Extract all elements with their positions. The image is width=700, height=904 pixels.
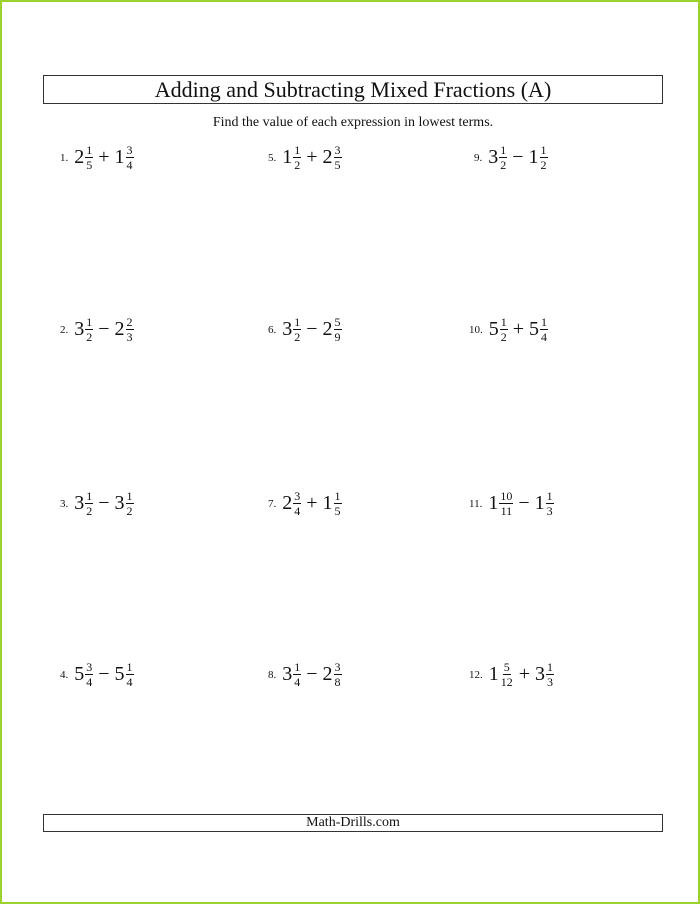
whole-part: 2	[114, 318, 125, 340]
problem-number: 5.	[268, 151, 277, 164]
whole-part: 1	[488, 492, 499, 514]
expression	[488, 144, 547, 171]
numerator: 1	[86, 143, 93, 157]
denominator: 5	[334, 504, 341, 518]
expression	[74, 144, 133, 171]
expression	[74, 490, 133, 517]
fraction	[499, 490, 513, 517]
operator: −	[306, 318, 318, 340]
problem-number: 10.	[469, 323, 483, 336]
mixed-number-b	[115, 144, 134, 171]
fraction	[546, 490, 554, 517]
numerator: 1	[126, 489, 133, 503]
denominator: 5	[334, 158, 341, 172]
numerator: 3	[334, 143, 341, 157]
whole-part: 3	[114, 492, 125, 514]
mixed-number-a	[488, 144, 507, 171]
denominator: 8	[334, 675, 341, 689]
denominator: 12	[500, 675, 513, 689]
denominator: 4	[86, 675, 93, 689]
mixed-number-b	[323, 316, 342, 343]
numerator: 1	[86, 489, 93, 503]
numerator: 1	[500, 143, 507, 157]
operator: +	[98, 146, 110, 168]
mixed-number-b	[115, 661, 134, 688]
denominator: 11	[500, 504, 513, 518]
problem-10	[469, 316, 548, 343]
problem-7	[268, 490, 342, 517]
denominator: 2	[86, 330, 93, 344]
mixed-number-b	[323, 661, 342, 688]
expression	[282, 490, 341, 517]
mixed-number-a	[74, 144, 93, 171]
fraction	[293, 316, 301, 343]
fraction	[126, 316, 134, 343]
expression	[489, 316, 548, 343]
fraction	[540, 316, 548, 343]
worksheet-title: Adding and Subtracting Mixed Fractions (A)	[43, 75, 663, 104]
whole-part: 1	[534, 492, 545, 514]
denominator: 2	[294, 158, 301, 172]
mixed-number-a	[489, 661, 514, 688]
fraction	[126, 661, 134, 688]
mixed-number-a	[74, 490, 93, 517]
numerator: 10	[500, 489, 513, 503]
fraction	[500, 661, 514, 688]
denominator: 2	[500, 330, 507, 344]
whole-part: 2	[322, 663, 333, 685]
problem-11	[469, 490, 554, 517]
problem-number: 12.	[469, 668, 483, 681]
whole-part: 1	[528, 146, 539, 168]
whole-part: 2	[282, 492, 293, 514]
problem-3	[60, 490, 134, 517]
problem-number: 11.	[469, 497, 483, 510]
expression	[282, 661, 341, 688]
fraction	[293, 661, 301, 688]
denominator: 5	[86, 158, 93, 172]
whole-part: 3	[488, 146, 499, 168]
fraction	[126, 490, 134, 517]
fraction	[334, 661, 342, 688]
mixed-number-a	[488, 490, 513, 517]
denominator: 2	[540, 158, 547, 172]
numerator: 1	[500, 315, 507, 329]
numerator: 1	[294, 143, 301, 157]
mixed-number-b	[115, 490, 134, 517]
numerator: 3	[86, 660, 93, 674]
mixed-number-a	[489, 316, 508, 343]
mixed-number-a	[74, 661, 93, 688]
problem-12	[469, 661, 554, 688]
fraction	[126, 144, 134, 171]
whole-part: 3	[74, 318, 85, 340]
operator: +	[306, 492, 318, 514]
mixed-number-a	[282, 316, 301, 343]
numerator: 5	[334, 315, 341, 329]
whole-part: 1	[488, 663, 499, 685]
denominator: 3	[126, 330, 133, 344]
expression	[282, 144, 341, 171]
whole-part: 1	[322, 492, 333, 514]
denominator: 4	[294, 504, 301, 518]
fraction	[540, 144, 548, 171]
operator: −	[518, 492, 530, 514]
whole-part: 2	[322, 146, 333, 168]
fraction	[85, 316, 93, 343]
numerator: 1	[86, 315, 93, 329]
mixed-number-b	[323, 490, 342, 517]
numerator: 3	[294, 489, 301, 503]
problem-6	[268, 316, 342, 343]
numerator: 1	[294, 315, 301, 329]
problem-2	[60, 316, 134, 343]
numerator: 1	[334, 489, 341, 503]
expression	[74, 661, 133, 688]
mixed-number-b	[323, 144, 342, 171]
denominator: 9	[334, 330, 341, 344]
whole-part: 3	[282, 663, 293, 685]
numerator: 1	[126, 660, 133, 674]
mixed-number-a	[74, 316, 93, 343]
problem-number: 8.	[268, 668, 277, 681]
footer-credit: Math-Drills.com	[43, 814, 663, 832]
whole-part: 5	[488, 318, 499, 340]
operator: +	[512, 318, 525, 340]
whole-part: 5	[114, 663, 125, 685]
expression	[282, 316, 341, 343]
operator: +	[306, 146, 318, 168]
denominator: 2	[294, 330, 301, 344]
problem-number: 3.	[60, 497, 69, 510]
mixed-number-b	[115, 316, 134, 343]
numerator: 1	[294, 660, 301, 674]
worksheet-instructions: Find the value of each expression in lowest terms.	[212, 115, 494, 130]
problem-4	[60, 661, 134, 688]
mixed-number-b	[535, 661, 554, 688]
mixed-number-b	[529, 144, 548, 171]
whole-part: 3	[535, 663, 546, 685]
operator: −	[98, 663, 110, 685]
denominator: 4	[294, 675, 301, 689]
fraction	[546, 661, 554, 688]
problem-1	[60, 144, 134, 171]
denominator: 2	[86, 504, 93, 518]
whole-part: 2	[74, 146, 85, 168]
denominator: 3	[546, 504, 553, 518]
problem-5	[268, 144, 342, 171]
fraction	[85, 144, 93, 171]
problem-number: 2.	[60, 323, 69, 336]
operator: −	[306, 663, 318, 685]
fraction	[499, 144, 507, 171]
problem-9	[474, 144, 548, 171]
denominator: 4	[126, 158, 133, 172]
denominator: 4	[541, 330, 548, 344]
fraction	[334, 490, 342, 517]
problem-number: 7.	[268, 497, 277, 510]
denominator: 2	[500, 158, 507, 172]
whole-part: 3	[74, 492, 85, 514]
whole-part: 5	[529, 318, 540, 340]
problem-8	[268, 661, 342, 688]
expression	[488, 490, 553, 517]
problem-number: 1.	[60, 151, 69, 164]
mixed-number-b	[529, 316, 548, 343]
whole-part: 1	[282, 146, 293, 168]
mixed-number-a	[282, 661, 301, 688]
denominator: 2	[126, 504, 133, 518]
fraction	[85, 490, 93, 517]
mixed-number-b	[535, 490, 554, 517]
operator: +	[518, 663, 531, 685]
numerator: 2	[126, 315, 133, 329]
numerator: 1	[546, 489, 553, 503]
numerator: 3	[126, 143, 133, 157]
fraction	[85, 661, 93, 688]
operator: −	[98, 492, 110, 514]
numerator: 1	[540, 143, 547, 157]
problem-number: 9.	[474, 151, 483, 164]
numerator: 1	[547, 660, 554, 674]
numerator: 1	[541, 315, 548, 329]
whole-part: 2	[322, 318, 333, 340]
numerator: 5	[503, 660, 510, 674]
fraction	[293, 490, 301, 517]
problem-number: 4.	[60, 668, 69, 681]
numerator: 3	[334, 660, 341, 674]
fraction	[293, 144, 301, 171]
mixed-number-a	[282, 490, 301, 517]
expression	[74, 316, 133, 343]
operator: −	[98, 318, 110, 340]
fraction	[334, 316, 342, 343]
fraction	[500, 316, 508, 343]
operator: −	[512, 146, 524, 168]
mixed-number-a	[282, 144, 301, 171]
expression	[489, 661, 554, 688]
whole-part: 5	[74, 663, 85, 685]
problem-number: 6.	[268, 323, 277, 336]
whole-part: 1	[114, 146, 125, 168]
fraction	[334, 144, 342, 171]
denominator: 3	[547, 675, 554, 689]
denominator: 4	[126, 675, 133, 689]
whole-part: 3	[282, 318, 293, 340]
